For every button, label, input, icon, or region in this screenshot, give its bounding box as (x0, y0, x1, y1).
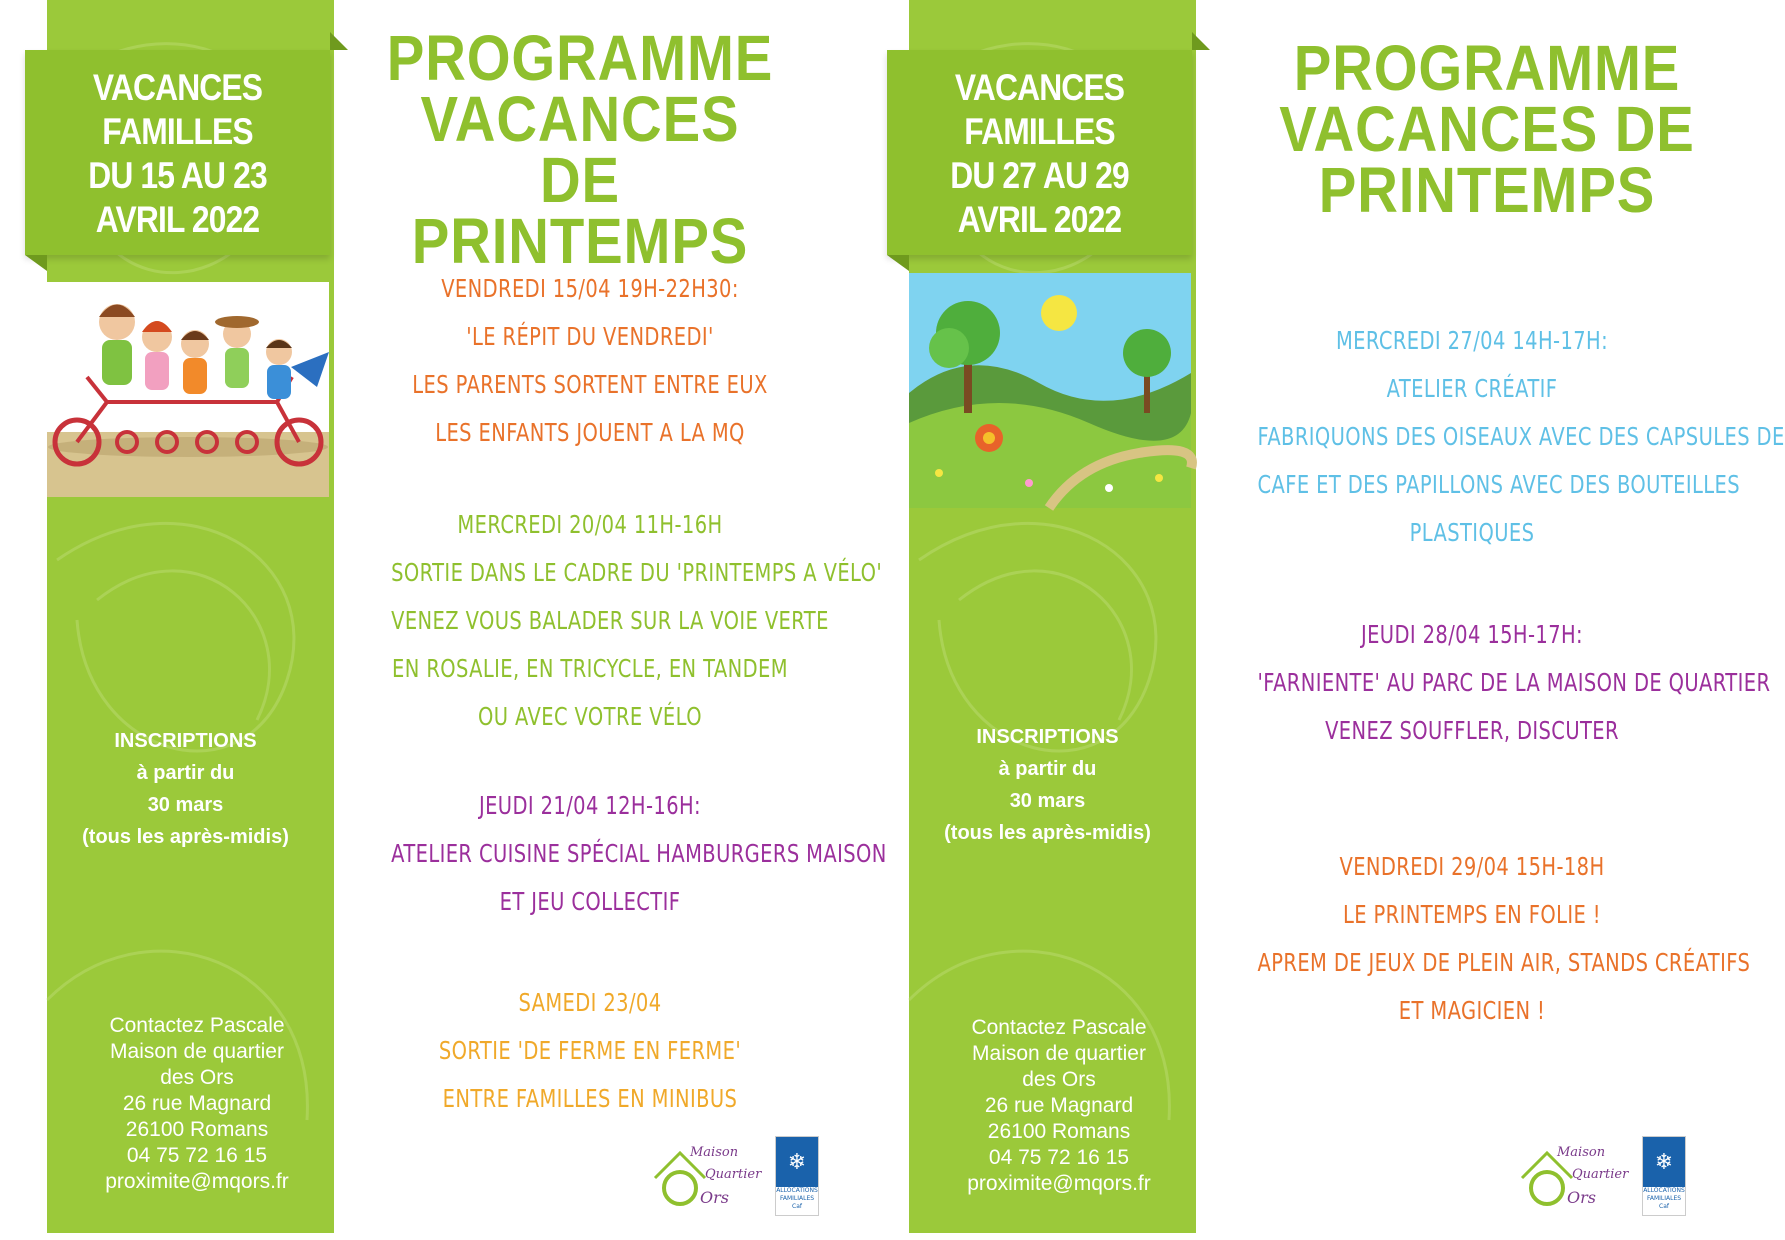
contact-phone: 04 75 72 16 15 (126, 1144, 268, 1167)
title-line: PROGRAMME (386, 22, 774, 94)
event-line: CAFE ET DES PAPILLONS AVEC DES BOUTEILLES (1257, 470, 1740, 499)
ribbon-line: DU 27 AU 29 (950, 155, 1129, 196)
event-line: FABRIQUONS DES OISEAUX AVEC DES CAPSULES DE (1257, 422, 1785, 451)
event-line: SORTIE DANS LE CADRE DU 'PRINTEMPS A VÉLO' (391, 558, 883, 587)
event-line: ATELIER CUISINE SPÉCIAL HAMBURGERS MAISON (391, 839, 887, 868)
contact-line: 26100 Romans (987, 1120, 1131, 1143)
title-line: PROGRAMME (1293, 32, 1681, 104)
event-line: LES ENFANTS JOUENT A LA MQ (435, 418, 745, 447)
registration-line: à partir du (998, 758, 1097, 780)
registration-line: à partir du (136, 762, 235, 784)
ribbon-line: FAMILLES (102, 111, 253, 152)
event-date: JEUDI 21/04 12H-16H: (478, 791, 702, 820)
logo-text: Quartier (705, 1167, 762, 1182)
event-block (1257, 611, 1771, 755)
tandem-bike-illustration (47, 282, 329, 497)
event-line: 'FARNIENTE' AU PARC DE LA MAISON DE QUARTIER (1257, 668, 1771, 697)
event-line: ET JEU COLLECTIF (499, 887, 681, 916)
program-title (386, 22, 774, 277)
event-line: LES PARENTS SORTENT ENTRE EUX (412, 370, 768, 399)
contact-email: proximite@mqors.fr (105, 1170, 289, 1193)
contact-info (47, 1013, 347, 1195)
caf-text: ALLOCATIONS FAMILIALES (1643, 1187, 1685, 1202)
flyer-panel-2 (877, 0, 1785, 1240)
event-line: APREM DE JEUX DE PLEIN AIR, STANDS CRÉATIFS (1257, 948, 1751, 977)
ribbon-line: AVRIL 2022 (957, 199, 1122, 240)
logo-text: Ors (1567, 1188, 1596, 1207)
snowflake-icon: ❄ (1643, 1137, 1685, 1187)
maison-de-quartier-logo (650, 1138, 762, 1210)
title-line: VACANCES DE (420, 83, 740, 216)
snowflake-icon: ❄ (776, 1137, 818, 1187)
registration-line: 30 mars (1009, 790, 1086, 812)
event-line: ATELIER CRÉATIF (1386, 374, 1558, 403)
contact-line: 26100 Romans (125, 1118, 269, 1141)
contact-line: des Ors (1022, 1068, 1096, 1091)
contact-line: Maison de quartier (110, 1040, 284, 1063)
ribbon-line: VACANCES (954, 67, 1125, 108)
caf-logo (775, 1136, 819, 1216)
logo-text: Quartier (1572, 1167, 1629, 1182)
event-line: EN ROSALIE, EN TRICYCLE, EN TANDEM (392, 654, 788, 683)
contact-line: Contactez Pascale (109, 1014, 285, 1037)
caf-text: ALLOCATIONS FAMILIALES (776, 1187, 818, 1202)
event-block (391, 501, 883, 741)
event-line: VENEZ VOUS BALADER SUR LA VOIE VERTE (391, 606, 829, 635)
ribbon-line: AVRIL 2022 (95, 199, 260, 240)
contact-info (909, 1015, 1209, 1197)
program-title (1267, 32, 1707, 226)
caf-text: Caf (1659, 1203, 1669, 1210)
event-line: SORTIE 'DE FERME EN FERME' (438, 1036, 742, 1065)
caf-text: Caf (792, 1203, 802, 1210)
event-block (391, 265, 789, 457)
registration-line: (tous les après-midis) (944, 822, 1151, 844)
contact-line: 26 rue Magnard (984, 1094, 1134, 1117)
event-line: VENEZ SOUFFLER, DISCUTER (1325, 716, 1619, 745)
event-block (1257, 317, 1785, 557)
registration-info (47, 725, 324, 853)
contact-line: des Ors (160, 1066, 234, 1089)
ribbon-line: FAMILLES (964, 111, 1115, 152)
maison-de-quartier-logo (1517, 1138, 1629, 1210)
spring-landscape-illustration (909, 273, 1191, 508)
event-block (391, 782, 887, 926)
title-line: VACANCES DE (1279, 93, 1695, 165)
logo-text: Maison (690, 1145, 739, 1160)
registration-info (909, 721, 1186, 849)
ribbon-line: VACANCES (92, 67, 263, 108)
contact-line: Contactez Pascale (971, 1016, 1147, 1039)
event-line: 'LE RÉPIT DU VENDREDI' (466, 322, 714, 351)
title-line: PRINTEMPS (1318, 154, 1656, 226)
logo-text: Ors (700, 1188, 729, 1207)
registration-heading: INSCRIPTIONS (114, 730, 257, 752)
event-line: ET MAGICIEN ! (1398, 996, 1546, 1025)
event-date: VENDREDI 29/04 15H-18H (1339, 852, 1605, 881)
contact-line: Maison de quartier (972, 1042, 1146, 1065)
event-date: SAMEDI 23/04 (518, 988, 662, 1017)
event-block (391, 979, 789, 1123)
event-date: JEUDI 28/04 15H-17H: (1360, 620, 1584, 649)
logo-text: Maison (1557, 1145, 1606, 1160)
event-line: PLASTIQUES (1409, 518, 1535, 547)
caf-logo (1642, 1136, 1686, 1216)
ribbon-line: DU 15 AU 23 (88, 155, 267, 196)
registration-line: 30 mars (147, 794, 224, 816)
event-line: LE PRINTEMPS EN FOLIE ! (1342, 900, 1602, 929)
dates-ribbon (887, 50, 1192, 255)
title-line: PRINTEMPS (411, 205, 749, 277)
flyer-panel-1 (0, 0, 887, 1240)
contact-line: 26 rue Magnard (122, 1092, 272, 1115)
registration-line: (tous les après-midis) (82, 826, 289, 848)
event-line: OU AVEC VOTRE VÉLO (478, 702, 702, 731)
contact-phone: 04 75 72 16 15 (988, 1146, 1130, 1169)
event-date: MERCREDI 20/04 11H-16H (457, 510, 723, 539)
dates-ribbon (25, 50, 330, 255)
event-date: MERCREDI 27/04 14H-17H: (1335, 326, 1609, 355)
event-date: VENDREDI 15/04 19H-22H30: (441, 274, 739, 303)
event-block (1257, 843, 1751, 1035)
event-line: ENTRE FAMILLES EN MINIBUS (442, 1084, 738, 1113)
registration-heading: INSCRIPTIONS (976, 726, 1119, 748)
contact-email: proximite@mqors.fr (967, 1172, 1151, 1195)
